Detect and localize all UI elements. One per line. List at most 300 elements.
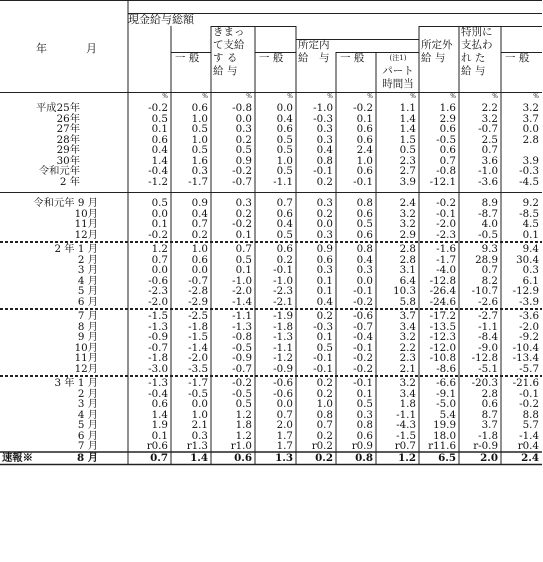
value-cell: 0.0: [151, 264, 168, 276]
value-cell: 2.4: [399, 197, 416, 209]
value-cell: r0.4: [517, 440, 539, 452]
header-overtime: 給 与: [421, 52, 446, 64]
value-cell: -8.7: [478, 207, 498, 220]
header-part-hourly: 時間当: [382, 78, 414, 90]
value-cell: -0.4: [353, 331, 373, 343]
value-cell: -2.0: [232, 285, 252, 297]
value-cell: -0.9: [148, 331, 168, 343]
value-cell: r0.9: [351, 440, 373, 452]
row-label: 27年: [56, 123, 80, 135]
value-cell: -2.3: [148, 285, 168, 297]
value-cell: 0.5: [151, 112, 168, 125]
value-cell: 3.2: [399, 377, 416, 389]
value-cell: 2.0: [276, 419, 293, 431]
value-cell: 1.0: [191, 112, 208, 125]
value-cell: 3.2: [522, 102, 539, 114]
value-cell: 0.3: [235, 197, 252, 209]
value-cell: 1.4: [399, 123, 416, 135]
value-cell: -3.6: [478, 175, 498, 188]
value-cell: -0.9: [232, 352, 252, 364]
value-cell: 0.2: [316, 387, 333, 400]
row-label: 28年: [56, 133, 80, 146]
value-cell: 1.1: [399, 102, 416, 114]
value-cell: 1.5: [399, 133, 416, 146]
value-cell: 2.1: [191, 419, 208, 431]
value-cell: 1.2: [398, 451, 416, 464]
value-cell: 5.7: [522, 419, 539, 431]
value-cell: 0.6: [356, 228, 373, 241]
value-cell: -0.2: [436, 197, 456, 209]
value-cell: 0.5: [235, 144, 252, 156]
value-cell: 2.8: [399, 243, 416, 255]
value-cell: r-0.9: [473, 440, 498, 452]
value-cell: 6.5: [438, 451, 456, 464]
value-cell: -0.1: [353, 341, 373, 354]
value-cell: 1.9: [151, 419, 168, 431]
value-cell: 0.9: [235, 154, 252, 167]
value-cell: -1.0: [273, 274, 293, 287]
value-cell: -1.0: [478, 165, 498, 177]
value-cell: 0.6: [276, 207, 293, 220]
value-cell: 0.7: [481, 264, 498, 276]
value-cell: 10.3: [393, 285, 416, 297]
value-cell: 0.0: [522, 123, 539, 135]
value-cell: 0.4: [191, 207, 208, 220]
value-cell: -1.8: [478, 429, 498, 442]
value-cell: 0.1: [522, 228, 539, 241]
value-cell: -0.6: [273, 377, 293, 389]
value-cell: 0.9: [191, 197, 208, 209]
value-cell: 0.6: [316, 253, 333, 266]
value-cell: 0.6: [151, 398, 168, 410]
unit-percent: %: [450, 93, 456, 100]
value-cell: 3.9: [522, 154, 539, 167]
value-cell: -0.3: [519, 165, 539, 177]
value-cell: 2.5: [481, 133, 498, 146]
value-cell: 0.2: [316, 175, 333, 188]
value-cell: 0.6: [356, 207, 373, 220]
value-cell: -0.5: [478, 228, 498, 241]
value-cell: -0.1: [273, 264, 293, 276]
value-cell: -4.0: [436, 264, 456, 276]
row-label: 3 月: [77, 264, 98, 276]
value-cell: -0.1: [519, 387, 539, 400]
value-cell: 2.8: [522, 133, 539, 146]
value-cell: 0.2: [235, 133, 252, 146]
row-label: 12月: [74, 362, 98, 375]
value-cell: -0.7: [148, 341, 168, 354]
value-cell: 0.0: [151, 207, 168, 220]
row-label: 2 年 1 月: [54, 243, 98, 255]
value-cell: -2.3: [436, 228, 456, 241]
value-cell: 0.5: [399, 144, 416, 156]
value-cell: -0.2: [353, 295, 373, 308]
row-label: 12月: [74, 228, 98, 241]
row-label: 平成25年: [36, 102, 80, 114]
row-label: 4 月: [77, 274, 98, 287]
header-part-hourly: パート: [382, 65, 414, 77]
value-cell: 0.0: [276, 398, 293, 410]
value-cell: r0.2: [311, 440, 333, 452]
value-cell: -2.7: [478, 310, 498, 322]
value-cell: 2.3: [399, 352, 416, 364]
value-cell: 2.7: [399, 165, 416, 177]
value-cell: 0.1: [151, 123, 168, 135]
value-cell: 2.2: [481, 102, 498, 114]
value-cell: -12.8: [429, 274, 456, 287]
header-special: れ た: [461, 52, 486, 64]
value-cell: 0.1: [235, 264, 252, 276]
value-cell: -1.2: [148, 175, 168, 188]
value-cell: -0.7: [353, 320, 373, 333]
value-cell: 0.5: [151, 197, 168, 209]
value-cell: 1.0: [316, 398, 333, 410]
value-cell: -0.2: [353, 352, 373, 364]
value-cell: -0.2: [232, 165, 252, 177]
unit-percent: %: [410, 93, 416, 100]
value-cell: -10.7: [471, 285, 498, 297]
value-cell: 1.4: [151, 154, 168, 167]
value-cell: -9.2: [519, 331, 539, 343]
value-cell: -2.0: [188, 352, 208, 364]
value-cell: 2.1: [399, 362, 416, 375]
value-cell: 1.2: [151, 243, 168, 255]
unit-percent: %: [287, 93, 293, 100]
value-cell: -4.3: [396, 419, 416, 431]
value-cell: 2.8: [399, 253, 416, 266]
value-cell: -8.5: [519, 207, 539, 220]
row-label: 11月: [74, 218, 98, 230]
value-cell: 0.7: [316, 419, 333, 431]
value-cell: -0.1: [313, 352, 333, 364]
value-cell: 0.0: [191, 398, 208, 410]
value-cell: -24.6: [429, 295, 456, 308]
value-cell: 0.4: [356, 253, 373, 266]
value-cell: 28.9: [475, 253, 498, 266]
value-cell: 30.4: [516, 253, 539, 266]
value-cell: 0.1: [316, 285, 333, 297]
value-cell: -0.5: [232, 341, 252, 354]
unit-percent: %: [246, 93, 252, 100]
unit-percent: %: [533, 93, 539, 100]
value-cell: 0.5: [276, 144, 293, 156]
value-cell: 2.2: [399, 341, 416, 354]
value-cell: -2.5: [188, 310, 208, 322]
value-cell: 0.3: [522, 264, 539, 276]
value-cell: 0.3: [316, 264, 333, 276]
value-cell: r0.6: [146, 440, 168, 452]
row-label: 5 月: [77, 285, 98, 297]
value-cell: 0.6: [234, 451, 252, 464]
value-cell: 0.1: [235, 228, 252, 241]
value-cell: -1.3: [232, 320, 252, 333]
value-cell: 0.3: [316, 197, 333, 209]
value-cell: -10.8: [429, 352, 456, 364]
row-label: 10月: [74, 341, 98, 354]
value-cell: 3.1: [399, 264, 416, 276]
value-cell: 0.3: [356, 264, 373, 276]
value-cell: 18.0: [433, 429, 456, 442]
unit-percent: %: [202, 93, 208, 100]
value-cell: -2.0: [148, 295, 168, 308]
value-cell: 0.2: [316, 377, 333, 389]
value-cell: 0.5: [356, 218, 373, 230]
value-cell: -3.9: [519, 295, 539, 308]
value-cell: -2.0: [519, 320, 539, 333]
row-label: 7 月: [77, 310, 98, 322]
year-month-header: 年 月: [36, 42, 111, 55]
value-cell: 0.2: [191, 228, 208, 241]
row-label: 2 月: [77, 387, 98, 400]
value-cell: -0.4: [148, 165, 168, 177]
value-cell: -12.9: [512, 285, 539, 297]
value-cell: 8.7: [481, 408, 498, 421]
header-scheduled: 所定内: [298, 39, 330, 51]
value-cell: 0.8: [356, 243, 373, 255]
row-label: 10月: [74, 207, 98, 220]
value-cell: 1.7: [276, 440, 293, 452]
value-cell: 8.2: [481, 274, 498, 287]
value-cell: 3.9: [399, 175, 416, 188]
value-cell: -1.3: [148, 377, 168, 389]
row-label: 6 月: [77, 429, 98, 442]
header-contractual: 給 与: [213, 65, 238, 77]
header-general-special: 一 般: [505, 52, 530, 64]
value-cell: r1.0: [230, 440, 252, 452]
value-cell: -2.6: [478, 295, 498, 308]
value-cell: 2.8: [481, 387, 498, 400]
value-cell: 0.0: [316, 218, 333, 230]
unit-percent: %: [492, 93, 498, 100]
value-cell: -0.3: [313, 320, 333, 333]
value-cell: -1.8: [188, 320, 208, 333]
preliminary-tag: 速報※: [2, 451, 33, 464]
value-cell: -1.0: [313, 102, 333, 114]
value-cell: -0.2: [232, 218, 252, 230]
value-cell: 0.4: [276, 112, 293, 125]
value-cell: 0.1: [356, 112, 373, 125]
value-cell: -6.6: [436, 377, 456, 389]
value-cell: -0.9: [273, 362, 293, 375]
row-label: 11月: [74, 352, 98, 364]
value-cell: 0.3: [191, 165, 208, 177]
value-cell: -3.6: [519, 310, 539, 322]
row-label: 3 月: [77, 398, 98, 410]
row-label: 2 年: [59, 175, 80, 188]
value-cell: 0.6: [191, 102, 208, 114]
unit-percent: %: [367, 93, 373, 100]
value-cell: 1.6: [439, 102, 456, 114]
value-cell: -0.5: [188, 387, 208, 400]
value-cell: -1.9: [273, 310, 293, 322]
value-cell: 0.5: [356, 398, 373, 410]
header-general-scheduled: 一 般: [340, 52, 365, 64]
value-cell: -0.6: [148, 274, 168, 287]
row-label: 9 月: [77, 331, 98, 343]
value-cell: 0.1: [356, 387, 373, 400]
value-cell: -5.1: [478, 362, 498, 375]
value-cell: -10.4: [512, 341, 539, 354]
value-cell: 0.6: [356, 123, 373, 135]
value-cell: -2.8: [188, 285, 208, 297]
value-cell: 9.2: [522, 197, 539, 209]
value-cell: 0.6: [439, 144, 456, 156]
header-overtime: 所定外: [421, 39, 453, 51]
value-cell: 0.5: [316, 341, 333, 354]
value-cell: -1.1: [232, 310, 252, 322]
value-cell: -2.1: [273, 295, 293, 308]
value-cell: 1.7: [276, 429, 293, 442]
value-cell: 0.4: [151, 144, 168, 156]
value-cell: 3.2: [399, 218, 416, 230]
value-cell: 0.5: [276, 228, 293, 241]
header-general-cash: 一 般: [175, 52, 200, 64]
value-cell: 2.4: [356, 144, 373, 156]
value-cell: 0.0: [356, 274, 373, 287]
value-cell: 1.0: [191, 133, 208, 146]
value-cell: 0.7: [481, 144, 498, 156]
value-cell: 0.2: [316, 310, 333, 322]
value-cell: -1.4: [519, 429, 539, 442]
value-cell: r0.7: [394, 440, 416, 452]
value-cell: -0.1: [313, 165, 333, 177]
value-cell: -8.6: [436, 362, 456, 375]
value-cell: 0.7: [439, 154, 456, 167]
row-label: 令和元年 9 月: [33, 197, 98, 209]
value-cell: -1.2: [273, 352, 293, 364]
header-scheduled: 給 与: [298, 52, 330, 64]
value-cell: 0.0: [276, 102, 293, 114]
value-cell: -1.1: [273, 341, 293, 354]
value-cell: 0.5: [235, 253, 252, 266]
value-cell: 5.4: [439, 408, 456, 421]
value-cell: 0.7: [235, 243, 252, 255]
value-cell: 1.2: [235, 429, 252, 442]
header-general-contractual: 一 般: [259, 52, 284, 64]
value-cell: -0.8: [436, 165, 456, 177]
value-cell: 0.4: [316, 295, 333, 308]
value-cell: -1.0: [232, 274, 252, 287]
value-cell: 1.8: [399, 398, 416, 410]
value-cell: 0.6: [276, 123, 293, 135]
value-cell: -0.1: [353, 175, 373, 188]
value-cell: 0.3: [235, 123, 252, 135]
value-cell: 0.9: [316, 243, 333, 255]
value-cell: 0.1: [151, 218, 168, 230]
value-cell: -2.3: [273, 285, 293, 297]
value-cell: 0.5: [191, 144, 208, 156]
value-cell: 0.1: [316, 274, 333, 287]
value-cell: 0.3: [356, 408, 373, 421]
value-cell: 6.4: [399, 274, 416, 287]
value-cell: 0.5: [191, 123, 208, 135]
value-cell: -0.2: [148, 228, 168, 241]
value-cell: -12.3: [429, 331, 456, 343]
value-cell: 3.2: [399, 331, 416, 343]
value-cell: -5.7: [519, 362, 539, 375]
value-cell: -20.3: [471, 377, 498, 389]
value-cell: 0.6: [276, 243, 293, 255]
value-cell: 1.3: [275, 451, 293, 464]
value-cell: 0.5: [276, 165, 293, 177]
value-cell: 2.9: [399, 228, 416, 241]
header-special: 特別に: [461, 26, 493, 38]
value-cell: 3.4: [399, 387, 416, 400]
value-cell: 1.8: [235, 419, 252, 431]
value-cell: -1.3: [148, 320, 168, 333]
row-label: 6 月: [77, 295, 98, 308]
value-cell: -1.1: [396, 408, 416, 421]
value-cell: -12.1: [429, 175, 456, 188]
row-label: 4 月: [77, 408, 98, 421]
value-cell: 9.3: [481, 243, 498, 255]
value-cell: -1.7: [436, 253, 456, 266]
value-cell: 4.5: [522, 218, 539, 230]
row-label: 3 年 1 月: [54, 377, 98, 389]
value-cell: -0.6: [273, 387, 293, 400]
value-cell: -0.1: [353, 377, 373, 389]
value-cell: 0.8: [316, 154, 333, 167]
value-cell: 0.7: [151, 253, 168, 266]
value-cell: -0.7: [478, 123, 498, 135]
value-cell: -0.8: [232, 331, 252, 343]
header-contractual: きまっ: [213, 26, 245, 38]
value-cell: -1.1: [478, 320, 498, 333]
value-cell: 0.4: [316, 144, 333, 156]
value-cell: -0.2: [353, 362, 373, 375]
value-cell: 1.0: [356, 154, 373, 167]
value-cell: 3.7: [481, 419, 498, 431]
value-cell: -1.6: [436, 243, 456, 255]
value-cell: 1.0: [191, 408, 208, 421]
value-cell: -3.5: [188, 362, 208, 375]
value-cell: -0.6: [353, 310, 373, 322]
value-cell: 0.3: [316, 228, 333, 241]
value-cell: 8.8: [522, 408, 539, 421]
value-cell: 0.7: [276, 197, 293, 209]
value-cell: -1.8: [273, 320, 293, 333]
value-cell: 8.9: [481, 197, 498, 209]
value-cell: 1.4: [399, 112, 416, 125]
value-cell: -0.3: [313, 112, 333, 125]
value-cell: -0.2: [519, 398, 539, 410]
value-cell: -1.8: [148, 352, 168, 364]
value-cell: -5.0: [436, 398, 456, 410]
value-cell: 2.4: [521, 451, 539, 464]
value-cell: -0.4: [148, 387, 168, 400]
value-cell: -0.2: [232, 377, 252, 389]
value-cell: 0.8: [316, 408, 333, 421]
header-special: 支払わ: [461, 39, 493, 51]
value-cell: 0.3: [316, 133, 333, 146]
unit-percent: %: [162, 93, 168, 100]
value-cell: -0.7: [188, 274, 208, 287]
value-cell: -12.0: [429, 341, 456, 354]
value-cell: 0.5: [276, 133, 293, 146]
row-label: 26年: [56, 112, 80, 125]
row-label: 29年: [56, 144, 80, 156]
value-cell: 0.2: [235, 207, 252, 220]
value-cell: 1.4: [151, 408, 168, 421]
value-cell: -1.5: [396, 429, 416, 442]
unit-percent: %: [327, 93, 333, 100]
value-cell: 0.5: [235, 398, 252, 410]
value-cell: 0.6: [356, 165, 373, 177]
value-cell: -21.6: [512, 377, 539, 389]
value-cell: 2.3: [399, 154, 416, 167]
value-cell: 0.6: [481, 398, 498, 410]
header-contractual: て支給: [213, 39, 245, 51]
